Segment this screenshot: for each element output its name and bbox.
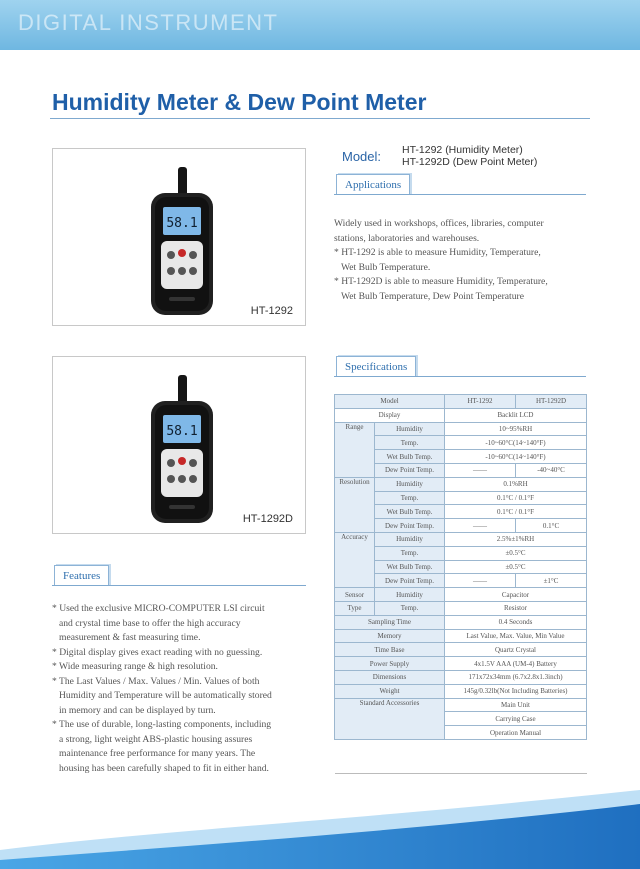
image-caption: HT-1292	[250, 305, 293, 317]
table-cell: Dew Point Temp.	[375, 574, 445, 588]
text-line: * The use of durable, long-lasting components, including	[52, 719, 272, 730]
table-cell: Model	[335, 395, 445, 409]
text-line: and crystal time base to offer the high accuracy	[59, 617, 241, 629]
table-cell: HT-1292D	[516, 395, 587, 409]
table-row	[335, 684, 587, 698]
text-line: stations, laboratories and warehouses.	[334, 232, 480, 244]
text-line: Widely used in workshops, offices, libraries, computer	[334, 218, 544, 229]
table-cell: 0.1°C / 0.1°F	[445, 505, 587, 519]
text-line: Wet Bulb Temperature.	[341, 261, 431, 273]
table-cell: Main Unit	[445, 698, 587, 712]
text-line: * HT-1292 is able to measure Humidity, Temperature,	[334, 247, 541, 258]
brand-text: DIGITAL INSTRUMENT	[18, 10, 279, 35]
table-row	[335, 670, 587, 684]
table-cell: Quartz Crystal	[445, 643, 587, 657]
table-cell: Dew Point Temp.	[375, 463, 445, 477]
table-row	[335, 408, 587, 422]
header-banner	[0, 0, 640, 50]
table-cell: -40~40°C	[516, 463, 587, 477]
text-line: maintenance free performance for many years. The	[59, 748, 256, 759]
table-cell: Humidity	[375, 588, 445, 602]
specifications-heading: Specifications	[336, 356, 416, 377]
table-row	[335, 643, 587, 657]
table-row	[335, 395, 587, 409]
table-cell: 0.4 Seconds	[445, 615, 587, 629]
table-cell: Capacitor	[445, 588, 587, 602]
table-row	[335, 532, 587, 546]
text-line: * Wide measuring range & high resolution.	[52, 661, 218, 672]
title-divider	[50, 118, 590, 119]
table-cell: 4x1.5V AAA (UM-4) Battery	[445, 657, 587, 671]
image-caption: HT-1292D	[242, 513, 293, 525]
table-cell: Weight	[335, 684, 445, 698]
table-cell: Wet Bulb Temp.	[375, 505, 445, 519]
table-cell: 145g/0.32lb(Not Including Batteries)	[445, 684, 587, 698]
model-value: HT-1292 (Humidity Meter)	[402, 144, 523, 156]
table-cell: -10~60°C(14~140°F)	[445, 450, 587, 464]
text-line: Wet Bulb Temperature, Dew Point Temperature	[341, 290, 524, 302]
table-cell: ——	[445, 519, 516, 533]
product-image-ht1292	[52, 148, 306, 326]
product-image-ht1292d	[52, 356, 306, 534]
table-cell: Power Supply	[335, 657, 445, 671]
table-cell: Accuracy	[335, 532, 375, 587]
table-row	[335, 422, 587, 436]
table-row	[335, 601, 587, 615]
table-cell: 0.1°C / 0.1°F	[445, 491, 587, 505]
footer-wave	[0, 790, 640, 869]
table-cell: Humidity	[375, 477, 445, 491]
table-cell: Last Value, Max. Value, Min Value	[445, 629, 587, 643]
table-cell: 0.1°C	[516, 519, 587, 533]
text-line: a strong, light weight ABS-plastic housing assures	[59, 733, 253, 745]
text-line: housing has been carefully shaped to fit in either hand.	[59, 762, 269, 774]
table-cell: Standard Accessories	[335, 698, 445, 739]
table-cell: Carrying Case	[445, 712, 587, 726]
table-cell: Resolution	[335, 477, 375, 532]
table-cell: Temp.	[375, 491, 445, 505]
table-cell: ±0.5°C	[445, 546, 587, 560]
specifications-table	[334, 394, 587, 740]
lcd-reading: 58.1	[166, 216, 198, 231]
table-row	[335, 629, 587, 643]
table-cell: HT-1292	[445, 395, 516, 409]
features-heading: Features	[54, 565, 109, 586]
table-cell: 0.1%RH	[445, 477, 587, 491]
table-row	[335, 698, 587, 712]
table-row	[335, 477, 587, 491]
table-cell: Operation Manual	[445, 726, 587, 740]
model-value: HT-1292D (Dew Point Meter)	[402, 156, 538, 168]
table-cell: Memory	[335, 629, 445, 643]
table-cell: Temp.	[375, 436, 445, 450]
table-cell: Dew Point Temp.	[375, 519, 445, 533]
table-cell: Temp.	[375, 546, 445, 560]
page-title: Humidity Meter & Dew Point Meter	[52, 89, 427, 115]
table-cell: 2.5%±1%RH	[445, 532, 587, 546]
text-line: * The Last Values / Max. Values / Min. Values of both	[52, 675, 260, 687]
features-text	[52, 602, 317, 776]
table-cell: ±1°C	[516, 574, 587, 588]
table-cell: Humidity	[375, 532, 445, 546]
table-cell: Wet Bulb Temp.	[375, 560, 445, 574]
table-cell: Range	[335, 422, 375, 477]
table-cell: ——	[445, 463, 516, 477]
humidity-meter-illustration	[149, 167, 215, 317]
text-line: * Used the exclusive MICRO-COMPUTER LSI circuit	[52, 603, 265, 614]
text-line: * HT-1292D is able to measure Humidity, Temperature,	[334, 276, 548, 287]
applications-text	[334, 217, 594, 304]
table-cell: Display	[335, 408, 445, 422]
table-cell: 171x72x34mm (6.7x2.8x1.3inch)	[445, 670, 587, 684]
table-row	[335, 615, 587, 629]
table-cell: -10~60°C(14~140°F)	[445, 436, 587, 450]
table-cell: Backlit LCD	[445, 408, 587, 422]
dew-point-meter-illustration	[149, 375, 215, 525]
table-cell: Sampling Time	[335, 615, 445, 629]
table-cell: Humidity	[375, 422, 445, 436]
text-line: in memory and can be displayed by turn.	[59, 704, 216, 716]
lcd-reading: 58.1	[166, 424, 198, 439]
table-cell: ——	[445, 574, 516, 588]
features-rule	[52, 585, 306, 586]
table-cell: Temp.	[375, 601, 445, 615]
table-row	[335, 588, 587, 602]
text-line: Humidity and Temperature will be automatically stored	[59, 690, 272, 701]
table-bottom-rule	[335, 773, 587, 774]
table-row	[335, 657, 587, 671]
table-cell: 10~95%RH	[445, 422, 587, 436]
text-line: * Digital display gives exact reading with no guessing.	[52, 646, 263, 658]
table-cell: Wet Bulb Temp.	[375, 450, 445, 464]
specifications-rule	[334, 376, 586, 377]
table-cell: Resistor	[445, 601, 587, 615]
table-cell: Type	[335, 601, 375, 615]
text-line: measurement & fast measuring time.	[59, 632, 201, 643]
table-cell: Dimensions	[335, 670, 445, 684]
applications-rule	[334, 194, 586, 195]
table-cell: Time Base	[335, 643, 445, 657]
model-label: Model:	[342, 149, 382, 164]
table-cell: ±0.5°C	[445, 560, 587, 574]
table-cell: Sensor	[335, 588, 375, 602]
applications-heading: Applications	[336, 174, 410, 195]
